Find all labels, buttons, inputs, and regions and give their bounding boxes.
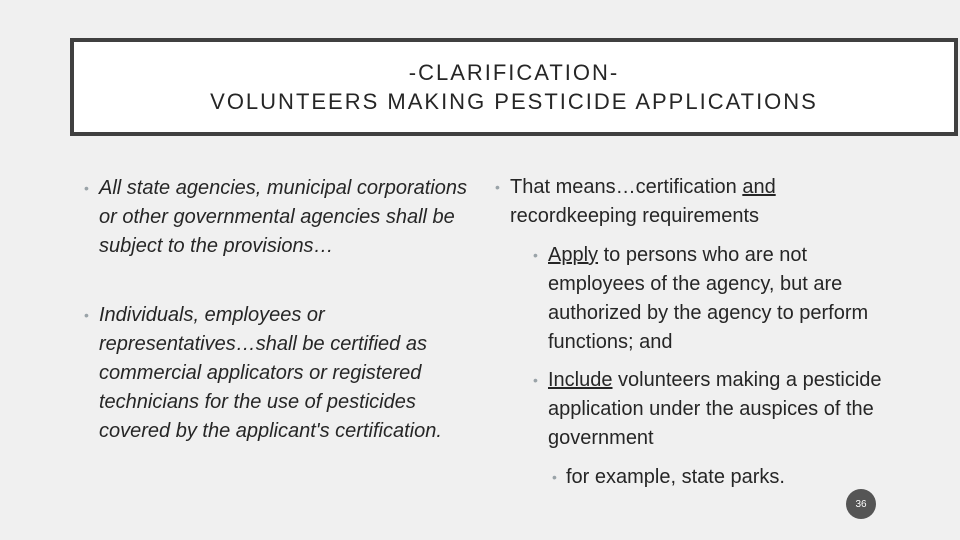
sub-1-underlined: Apply: [548, 244, 599, 266]
left-bullet-1-text: All state agencies, municipal corporations or other governmental agencies shall be subject to the provisions…: [99, 177, 467, 257]
right-sub-bullet-1: [533, 241, 893, 357]
title-line-1: -CLARIFICATION-: [408, 60, 620, 85]
bullet-icon: •: [533, 372, 538, 388]
bullet-icon: •: [533, 247, 538, 263]
right-sub-bullet-2: [533, 366, 893, 453]
main-text-prefix: That means…certification: [510, 176, 743, 198]
left-bullet-1: [84, 174, 484, 261]
sub-1-text: to persons who are not employees of the agency, but are authorized by the agency to perform functions; and: [548, 244, 869, 353]
bullet-icon: •: [84, 180, 89, 196]
subsub-text: for example, state parks.: [566, 466, 785, 488]
sub-2-text: volunteers making a pesticide application under the auspices of the government: [548, 369, 882, 449]
title-box: [70, 38, 958, 136]
right-subsub-bullet: [552, 463, 896, 492]
right-bullet-main: [495, 173, 850, 231]
title-line-2: VOLUNTEERS MAKING PESTICIDE APPLICATIONS: [210, 89, 818, 114]
left-bullet-2-text: Individuals, employees or representatives…shall be certified as commercial applicators or registered technicians for the use of pesticides covered by the applicant's certification.: [99, 304, 442, 442]
main-text-underlined: and: [742, 176, 776, 198]
bullet-icon: •: [495, 179, 500, 195]
bullet-icon: •: [84, 307, 89, 323]
page-number-badge: 36: [846, 489, 876, 519]
left-bullet-2: [84, 301, 469, 446]
bullet-icon: •: [552, 469, 557, 485]
sub-2-underlined: Include: [548, 369, 613, 391]
main-text-suffix: recordkeeping requirements: [510, 205, 760, 227]
